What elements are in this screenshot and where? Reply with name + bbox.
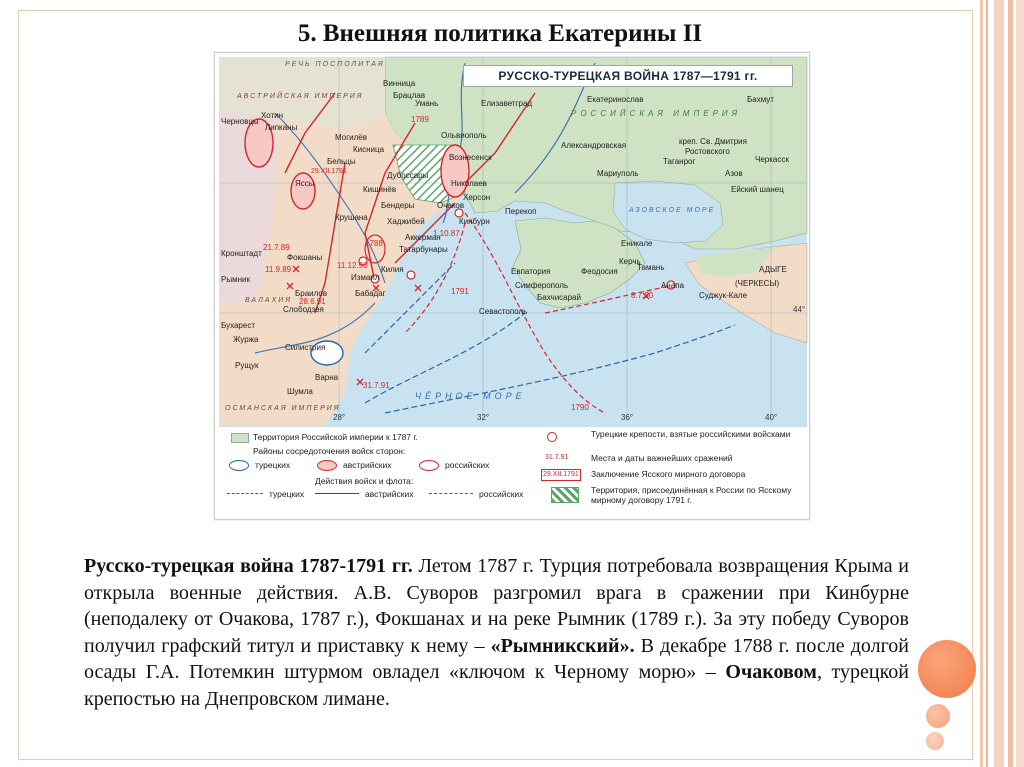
region-label: РОССИЙСКАЯ ИМПЕРИЯ <box>571 109 742 118</box>
map-label: креп. Св. Дмитрия <box>679 137 747 146</box>
map-label: Дубоссары <box>387 171 429 180</box>
date-label: 1790 <box>571 403 589 412</box>
legend-act-turkish: турецких <box>269 489 305 499</box>
legend-swatch-austrian <box>317 460 337 471</box>
longitude-label: 36° <box>621 413 634 422</box>
map-label: Евпатория <box>511 267 551 276</box>
text-bold-ochakov: Очаковом <box>725 661 817 684</box>
map-label: Липканы <box>265 123 298 132</box>
map-label: Симферополь <box>515 281 569 290</box>
map-legend <box>219 427 805 515</box>
map-label: Кронштадт <box>221 249 262 258</box>
legend-annexed: Территория, присоединённая к России по Ясскому мирному договору 1791 г. <box>591 485 792 505</box>
date-label: 1791 <box>451 287 469 296</box>
map-label: Мариуполь <box>597 169 639 178</box>
latitude-label: 44° <box>793 305 806 314</box>
legend-treaty-date: 29.XII.1791 <box>541 469 581 481</box>
map-label: Черновцы <box>221 117 259 126</box>
map-label: (ЧЕРКЕСЫ) <box>735 279 780 288</box>
map-label: Ростовского <box>685 147 730 156</box>
decorative-stripes <box>980 0 1024 767</box>
map-label: Елизаветград <box>481 99 533 108</box>
legend-fortresses: Турецкие крепости, взятые российскими войсками <box>591 429 791 439</box>
map-label: Винница <box>383 79 416 88</box>
map-label: Хотин <box>261 111 284 120</box>
decorative-circle-small <box>926 732 944 750</box>
map-label: Очаков <box>437 201 465 210</box>
map-label: Кишинёв <box>363 185 397 194</box>
legend-territory: Территория Российской империи к 1787 г. <box>253 432 418 442</box>
text-part-1: Летом 1787 г. Турция потребовала возвращения Крыма и открыла военные действия. А.В. Суворов разгромил врага в сражении при Кинбурне (неподалеку от Очакова, 1787 г.), Фокшанах и на реке Рымник (1789 г.). За эту победу Суворов получил графский титул и приставку к нему – <box>84 555 909 657</box>
map-label: Черкасск <box>755 155 789 164</box>
text-bold-war: Русско-турецкая война 1787-1791 гг. <box>84 555 413 577</box>
legend-battles: Места и даты важнейших сражений <box>591 453 733 463</box>
longitude-label: 40° <box>765 413 778 422</box>
map-label: Измаил <box>351 273 380 282</box>
map-label: Александровская <box>561 141 627 150</box>
map-label: Екатеринослав <box>587 95 644 104</box>
map-label: Бахмут <box>747 95 774 104</box>
legend-districts: Районы сосредоточения войск сторон: <box>253 446 406 456</box>
map-label: Вознесенск <box>449 153 492 162</box>
map-label: Слободзея <box>283 305 324 314</box>
sea-label: АЗОВСКОЕ МОРЕ <box>629 207 716 214</box>
map-label: Керчь <box>619 257 641 266</box>
map-label: Хаджибей <box>387 217 425 226</box>
map-label: Килия <box>381 265 404 274</box>
map-label: Бендеры <box>381 201 415 210</box>
longitude-label: 28° <box>333 413 346 422</box>
map-title: РУССКО-ТУРЕЦКАЯ ВОЙНА 1787—1791 гг. <box>463 65 793 87</box>
map-label: Журжа <box>233 335 259 344</box>
legend-turkish: турецких <box>255 460 291 470</box>
date-label: 28.6.91 <box>299 297 326 306</box>
date-label: 1.10.87 <box>433 229 460 238</box>
longitude-label: 32° <box>477 413 490 422</box>
map-label: Перекоп <box>505 207 537 216</box>
legend-swatch-act-austrian <box>315 493 359 494</box>
date-label: 29.XII.1791 <box>311 168 347 175</box>
region-label: РЕЧЬ ПОСПОЛИТАЯ <box>285 61 385 68</box>
text-bold-rymniksky: «Рымникский». <box>490 634 635 657</box>
map-label: Крушана <box>335 213 368 222</box>
map-label: Бабадаг <box>355 289 386 298</box>
legend-battles-date: 31.7.91 <box>545 454 569 461</box>
date-label: 1789 <box>411 115 429 124</box>
legend-swatch-russian <box>419 460 439 471</box>
map-label: Севастополь <box>479 307 528 316</box>
legend-swatch-fortress <box>547 432 557 442</box>
map-label: Силистрия <box>285 343 326 352</box>
map-label: Суджук-Кале <box>699 291 748 300</box>
map-label: Азов <box>725 169 743 178</box>
text-part-2: В декабре 1788 г. после долгой осады Г.А. Потемкин штурмом овладел «ключом к Черному морю» – <box>84 634 910 684</box>
map-label: Фокшаны <box>287 253 323 262</box>
legend-act-austrian: австрийских <box>365 489 414 499</box>
legend-swatch-territory <box>231 433 249 443</box>
body-paragraph <box>84 553 909 713</box>
map-label: АДЫГЕ <box>759 265 787 274</box>
map-label: Рущук <box>235 361 259 370</box>
date-label: 21.7.89 <box>263 243 290 252</box>
map-label: Татарбунары <box>399 245 448 254</box>
date-label: 11.12.90 <box>337 261 368 270</box>
map-label: Шумла <box>287 387 313 396</box>
map-label: Кинбурн <box>459 217 490 226</box>
region-label: ОСМАНСКАЯ ИМПЕРИЯ <box>225 405 341 412</box>
legend-austrian: австрийских <box>343 460 392 470</box>
legend-actions: Действия войск и флота: <box>315 476 414 486</box>
slide-title: 5. Внешняя политика Екатерины II <box>297 20 703 47</box>
date-label: 31.7.91 <box>363 381 390 390</box>
map-label: Кисница <box>353 145 385 154</box>
map-label: Браилов <box>295 289 328 298</box>
map-label: Брацлав <box>393 91 426 100</box>
map-label: Могилёв <box>335 133 367 142</box>
region-label: ВАЛАХИЯ <box>245 297 293 304</box>
map-label: Таганрог <box>663 157 696 166</box>
map-label: Бельцы <box>327 157 356 166</box>
legend-russian: российских <box>445 460 490 470</box>
text-part-3: , турецкой крепостью на Днепровском лимане. <box>84 661 910 710</box>
legend-swatch-act-russian <box>429 493 473 494</box>
legend-swatch-annexed <box>551 487 579 503</box>
map-label: Феодосия <box>581 267 618 276</box>
map-label: Анапа <box>661 281 684 290</box>
decorative-circle-medium <box>926 704 950 728</box>
map-label: Варна <box>315 373 339 382</box>
map-label: Еникале <box>621 239 653 248</box>
legend-swatch-turkish <box>229 460 249 471</box>
date-label: 8.7.90 <box>631 291 654 300</box>
map-label: Николаев <box>451 179 487 188</box>
map-label: Аккерман <box>405 233 441 242</box>
date-label: 1788 <box>365 239 383 248</box>
map-label: Тамань <box>637 263 665 272</box>
legend-treaty: Заключение Ясского мирного договора <box>591 469 746 479</box>
map-label: Бахчисарай <box>537 293 581 302</box>
map-label: Ейский шанец <box>731 185 784 194</box>
region-label: АВСТРИЙСКАЯ ИМПЕРИЯ <box>237 93 364 100</box>
map-label: Яссы <box>295 179 315 188</box>
historical-map <box>214 52 810 520</box>
map-label: Херсон <box>463 193 491 202</box>
legend-swatch-act-turkish <box>227 493 263 494</box>
map-label: Бухарест <box>221 321 255 330</box>
decorative-circle-large <box>918 640 976 698</box>
map-label: Умань <box>415 99 439 108</box>
map-label: Рымник <box>221 275 250 284</box>
legend-act-russian: российских <box>479 489 524 499</box>
map-label: Ольвиополь <box>441 131 487 140</box>
sea-label: ЧЁРНОЕ МОРЕ <box>415 391 526 401</box>
date-label: 11.9.89 <box>265 265 292 274</box>
